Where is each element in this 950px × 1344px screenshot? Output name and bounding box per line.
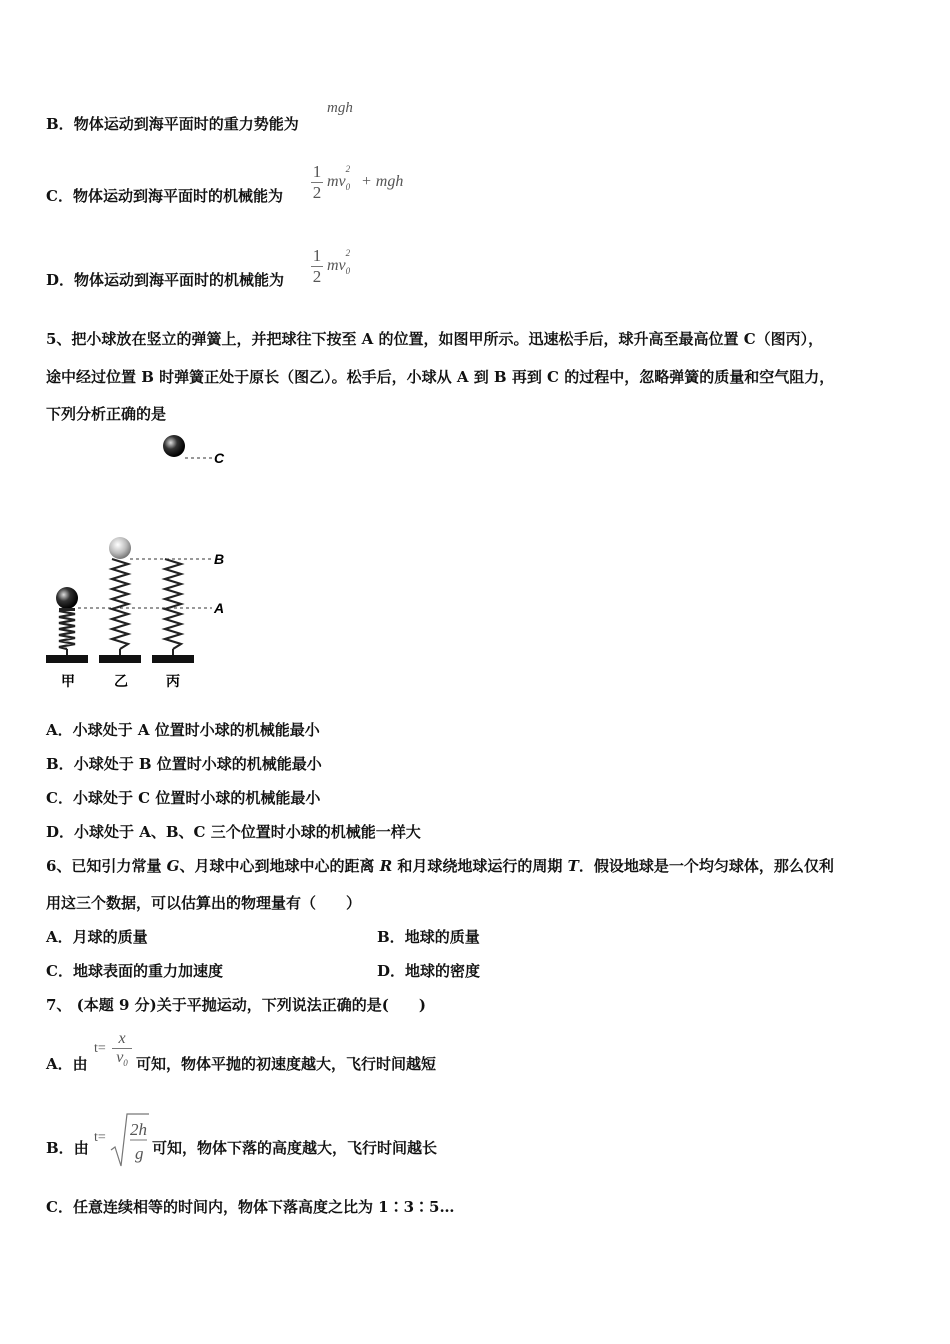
q6-stem-line-2: 用这三个数据，可以估算出的物理量有（ ） bbox=[46, 894, 362, 912]
fraction-numerator: 1 bbox=[312, 246, 322, 265]
q6-option-d bbox=[377, 961, 480, 981]
q5-option-c bbox=[46, 788, 320, 808]
q5-option-a bbox=[46, 720, 320, 740]
fraction-numerator: x bbox=[118, 1030, 126, 1047]
ball-at-c bbox=[163, 435, 185, 457]
formula-mv0-squared bbox=[327, 164, 351, 192]
option-text: 任意连续相等的时间内，物体下落高度之比为 1∶3∶5… bbox=[72, 1198, 455, 1216]
option-label: C． bbox=[46, 789, 73, 807]
option-label: A． bbox=[46, 1055, 73, 1073]
fraction-denominator: 2 bbox=[312, 183, 322, 202]
caption-jia: 甲 bbox=[61, 673, 75, 689]
q4-option-b bbox=[46, 114, 299, 134]
q7-stem: 7、 (本题 9 分)关于平抛运动，下列说法正确的是( ) bbox=[46, 996, 426, 1014]
q6-text-4: ．假设地球是一个均匀球体，那么仅利 bbox=[578, 857, 834, 875]
spring-ball-figure bbox=[40, 428, 240, 694]
label-a: A bbox=[214, 600, 225, 616]
option-text: 小球处于 B 位置时小球的机械能最小 bbox=[73, 755, 322, 773]
label-c: C bbox=[214, 450, 225, 466]
q7-option-b-label bbox=[46, 1138, 89, 1158]
base-jia bbox=[46, 655, 88, 663]
spring-yi bbox=[112, 559, 128, 649]
option-label: B． bbox=[46, 755, 74, 773]
q6-option-a bbox=[46, 927, 148, 947]
fraction-x-over-v0 bbox=[112, 1030, 132, 1068]
fraction-denominator: v bbox=[116, 1049, 124, 1066]
q5-option-b bbox=[46, 754, 322, 774]
q6-text-1: 6、已知引力常量 bbox=[46, 857, 167, 875]
option-text: 月球的质量 bbox=[72, 928, 148, 946]
formula-t-equals: t= bbox=[94, 1041, 106, 1056]
formula-mv: mv bbox=[327, 173, 346, 190]
q7-option-a-text: 可知，物体平抛的初速度越大，飞行时间越短 bbox=[136, 1055, 437, 1073]
option-label: D． bbox=[377, 962, 406, 980]
option-label: B． bbox=[46, 115, 74, 133]
option-pre: 由 bbox=[73, 1139, 89, 1157]
sqrt-symbol bbox=[110, 1112, 150, 1168]
q6-option-b bbox=[377, 927, 480, 947]
spring-jia bbox=[59, 611, 75, 649]
option-text: 物体运动到海平面时的机械能为 bbox=[72, 187, 283, 205]
fraction-numerator: 1 bbox=[312, 162, 322, 181]
caption-yi: 乙 bbox=[114, 673, 128, 689]
q7-option-a-label bbox=[46, 1054, 88, 1074]
option-label: B． bbox=[46, 1139, 74, 1157]
fraction-one-half bbox=[311, 246, 323, 287]
option-text: 小球处于 A 位置时小球的机械能最小 bbox=[72, 721, 320, 739]
q5-option-d bbox=[46, 822, 421, 842]
q4-option-d bbox=[46, 270, 284, 290]
option-label: D． bbox=[46, 823, 75, 841]
fraction-one-half bbox=[311, 162, 323, 203]
var-g: G bbox=[166, 857, 180, 875]
q6-stem-line-1 bbox=[46, 856, 834, 876]
q6-option-c bbox=[46, 961, 223, 981]
option-label: D． bbox=[46, 271, 75, 289]
formula-mv: mv bbox=[327, 257, 346, 274]
option-text: 物体运动到海平面时的重力势能为 bbox=[73, 115, 299, 133]
option-label: C． bbox=[46, 962, 73, 980]
superscript: 2 bbox=[345, 248, 351, 258]
var-r: R bbox=[379, 857, 393, 875]
q7-option-c bbox=[46, 1197, 455, 1217]
q5-stem-line-1: 5、把小球放在竖立的弹簧上，并把球往下按至 A 的位置，如图甲所示。迅速松手后，球升高至最高位置 C（图丙）， bbox=[46, 330, 824, 348]
option-text: 小球处于 C 位置时小球的机械能最小 bbox=[72, 789, 321, 807]
ball-jia bbox=[56, 587, 78, 609]
superscript: 2 bbox=[345, 164, 351, 174]
formula-plus-mgh: + mgh bbox=[361, 173, 404, 190]
q5-stem-line-2: 途中经过位置 B 时弹簧正处于原长（图乙）。松手后，小球从 A 到 B 再到 C 的过程中，忽略弹簧的质量和空气阻力， bbox=[46, 368, 835, 386]
formula-mv0-squared bbox=[327, 248, 351, 276]
subscript: 0 bbox=[345, 266, 351, 276]
label-b: B bbox=[214, 551, 225, 567]
option-text: 物体运动到海平面时的机械能为 bbox=[74, 271, 285, 289]
subscript: 0 bbox=[123, 1058, 128, 1069]
ball-yi bbox=[109, 537, 131, 559]
formula-mgh: mgh bbox=[327, 100, 353, 116]
spring-bing bbox=[165, 559, 181, 649]
option-text: 地球的密度 bbox=[405, 962, 481, 980]
fraction-numerator: 2h bbox=[130, 1120, 147, 1139]
option-label: C． bbox=[46, 187, 73, 205]
fraction-denominator-wrap bbox=[112, 1048, 132, 1068]
option-label: C． bbox=[46, 1198, 73, 1216]
base-bing bbox=[152, 655, 194, 663]
fraction-denominator: 2 bbox=[312, 267, 322, 286]
option-text: 小球处于 A、B、C 三个位置时小球的机械能一样大 bbox=[74, 823, 421, 841]
caption-bing: 丙 bbox=[166, 673, 180, 689]
fraction-denominator: g bbox=[135, 1144, 144, 1163]
q4-option-c bbox=[46, 186, 283, 206]
option-label: A． bbox=[46, 721, 73, 739]
base-yi bbox=[99, 655, 141, 663]
subscript: 0 bbox=[345, 182, 351, 192]
option-text: 地球的质量 bbox=[404, 928, 480, 946]
q6-text-3: 和月球绕地球运行的周期 bbox=[392, 857, 568, 875]
option-label: A． bbox=[46, 928, 73, 946]
option-text: 地球表面的重力加速度 bbox=[72, 962, 223, 980]
q6-text-2: 、月球中心到地球中心的距离 bbox=[179, 857, 380, 875]
q7-option-b-text: 可知，物体下落的高度越大，飞行时间越长 bbox=[152, 1139, 438, 1157]
q5-stem-line-3: 下列分析正确的是 bbox=[46, 405, 167, 423]
option-pre: 由 bbox=[72, 1055, 88, 1073]
option-label: B． bbox=[377, 928, 405, 946]
var-t: T bbox=[567, 857, 579, 875]
formula-t-equals: t= bbox=[94, 1130, 106, 1145]
